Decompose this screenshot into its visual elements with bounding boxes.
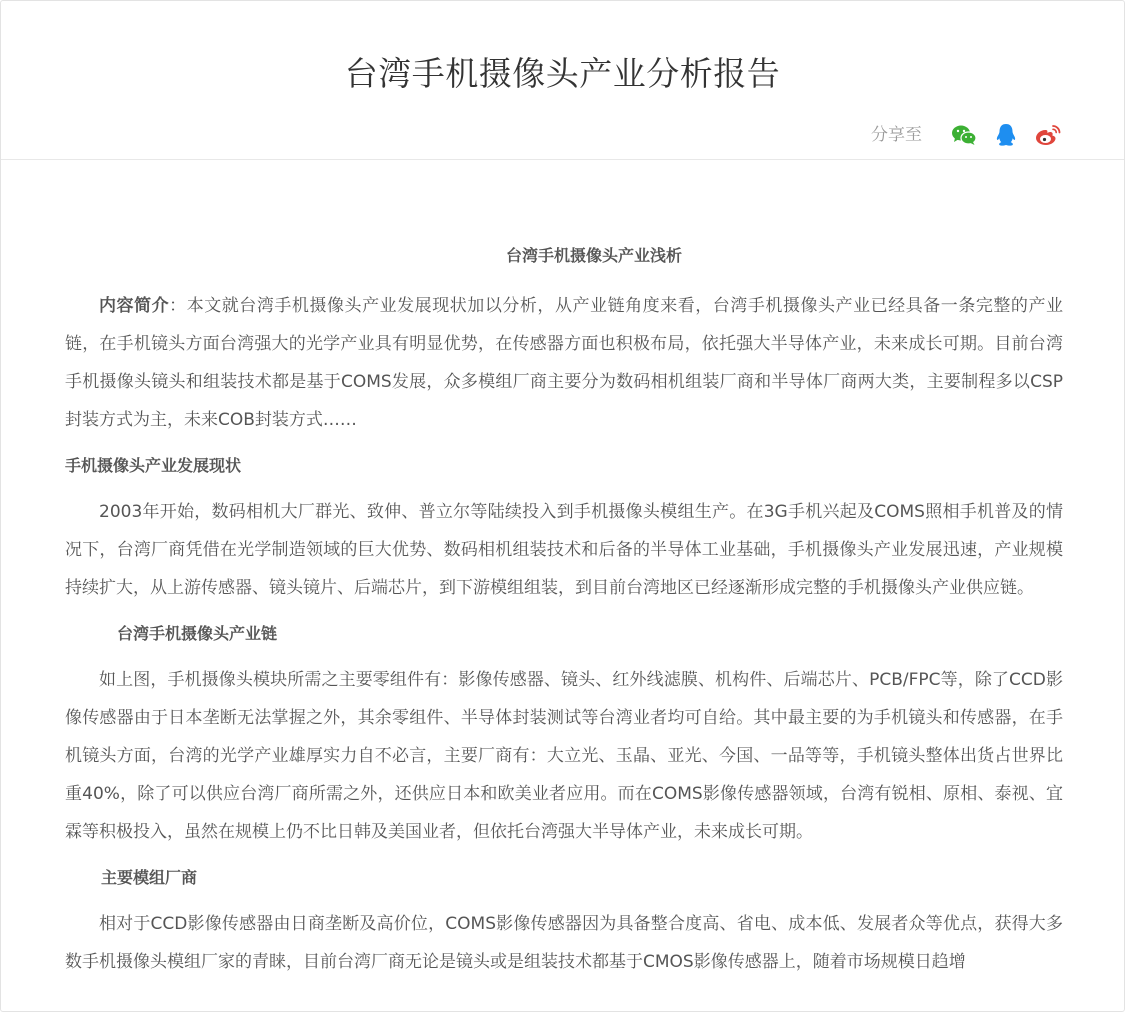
intro-text: ：本文就台湾手机摄像头产业发展现状加以分析，从产业链角度来看，台湾手机摄像头产业已经具备一条完整的产业链，在手机镜头方面台湾强大的光学产业具有明显优势，在传感器方面也积极布局，依托强大半导体产业，未来成长可期。目前台湾手机摄像头镜头和组装技术都是基于COMS发展，众多模组厂商主要分为数码相机组装厂商和半导体厂商两大类，主要制程多以CSP封装方式为主，未来COB封装方式……: [65, 296, 1064, 430]
article-subtitle: 台湾手机摄像头产业浅析: [505, 246, 682, 265]
article-header: [1, 1, 1124, 160]
section-heading-status: 手机摄像头产业发展现状: [65, 456, 242, 475]
share-bar: [871, 120, 1062, 150]
wechat-icon[interactable]: [950, 121, 978, 149]
intro-paragraph: [65, 287, 1063, 439]
section-paragraph-status: 2003年开始，数码相机大厂群光、致伸、普立尔等陆续投入到手机摄像头模组生产。在3G手机兴起及COMS照相手机普及的情况下，台湾厂商凭借在光学制造领域的巨大优势、数码相机组装技术和后备的半导体工业基础，手机摄像头产业发展迅速，产业规模持续扩大，从上游传感器、镜头镜片、后端芯片，到下游模组组装，到目前台湾地区已经逐渐形成完整的手机摄像头产业供应链。: [65, 502, 1063, 598]
share-label: 分享至: [871, 125, 922, 145]
section-heading-vendors: 主要模组厂商: [101, 868, 198, 887]
section-paragraph-vendors: 相对于CCD影像传感器由日商垄断及高价位，COMS影像传感器因为具备整合度高、省电、成本低、发展者众等优点，获得大多数手机摄像头模组厂家的青睐，目前台湾厂商无论是镜头或是组装技术都基于CMOS影像传感器上，随着市场规模日趋增: [65, 914, 1063, 972]
weibo-icon[interactable]: [1034, 121, 1062, 149]
intro-label: 内容简介: [99, 296, 170, 316]
section-heading-chain: 台湾手机摄像头产业链: [117, 624, 278, 643]
article-body: [65, 237, 1063, 981]
section-paragraph-chain: 如上图，手机摄像头模块所需之主要零组件有：影像传感器、镜头、红外线滤膜、机构件、后端芯片、PCB/FPC等，除了CCD影像传感器由于日本垄断无法掌握之外，其余零组件、半导体封装测试等台湾业者均可自给。其中最主要的为手机镜头和传感器，在手机镜头方面，台湾的光学产业雄厚实力自不必言，主要厂商有：大立光、玉晶、亚光、今国、一品等等，手机镜头整体出货占世界比重40%，除了可以供应台湾厂商所需之外，还供应日本和欧美业者应用。而在COMS影像传感器领域，台湾有锐相、原相、泰视、宜霖等积极投入，虽然在规模上仍不比日韩及美国业者，但依托台湾强大半导体产业，未来成长可期。: [65, 670, 1063, 842]
page-title: 台湾手机摄像头产业分析报告: [344, 54, 781, 93]
qq-icon[interactable]: [992, 121, 1020, 149]
